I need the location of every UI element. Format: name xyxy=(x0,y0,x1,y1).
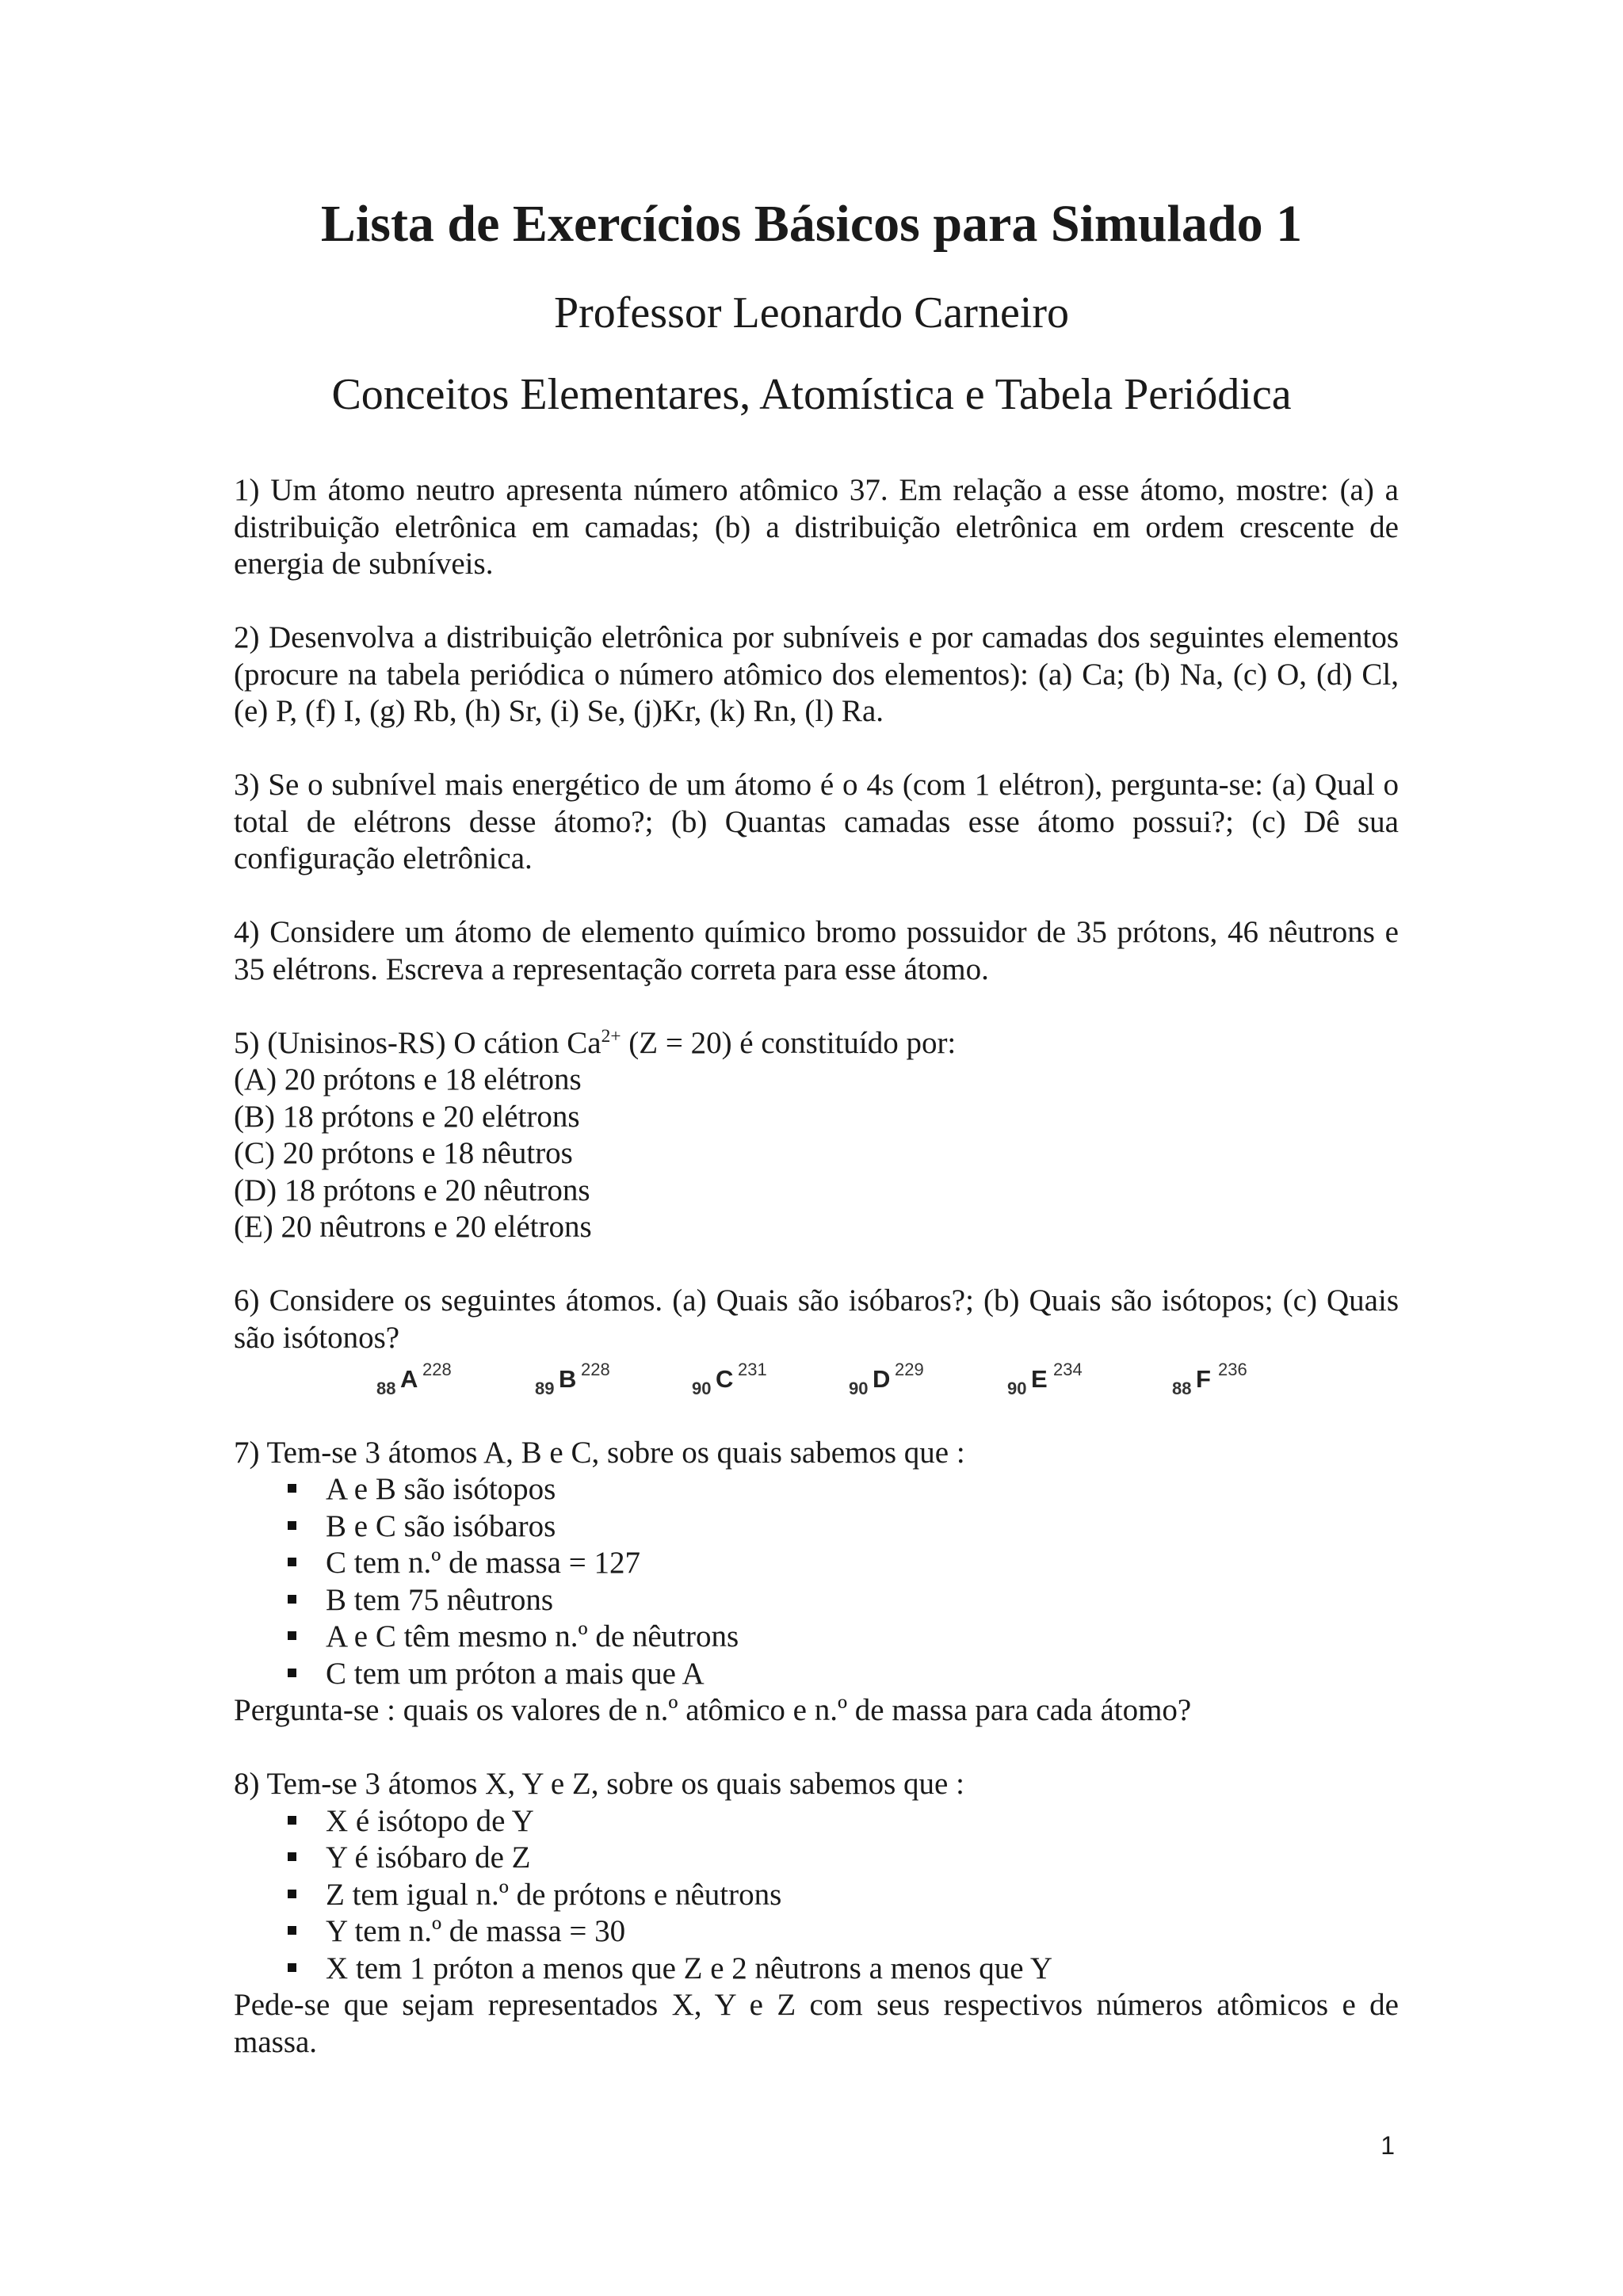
list-item xyxy=(288,1951,1399,1988)
list-item-text: X tem 1 próton a menos que Z e 2 nêutrons a menos que Y xyxy=(326,1951,1053,1985)
list-item-text: B e C são isóbaros xyxy=(326,1508,556,1543)
mass-number: 229 xyxy=(895,1360,924,1379)
question-5 xyxy=(234,1025,1399,1246)
professor-name: Professor Leonardo Carneiro xyxy=(553,288,1069,338)
option-c: (C) 20 prótons e 18 nêutros xyxy=(234,1136,573,1170)
atom-notation-row xyxy=(234,1352,1399,1398)
list-item-text: X é isótopo de Y xyxy=(326,1803,534,1838)
list-item-text: Y é isóbaro de Z xyxy=(326,1840,531,1875)
element-symbol: F xyxy=(1196,1365,1211,1393)
option-e: (E) 20 nêutrons e 20 elétrons xyxy=(234,1210,592,1244)
question-5-stem-suffix: (Z = 20) é constituído por: xyxy=(621,1025,957,1060)
question-8 xyxy=(234,1766,1399,2061)
square-bullet-icon xyxy=(288,1595,296,1604)
question-7-conditions xyxy=(234,1471,1399,1692)
atomic-number: 90 xyxy=(692,1379,712,1398)
question-2-text: 2) Desenvolva a distribuição eletrônica por subníveis e por camadas dos seguintes elementos (procure na tabela periódica o número atômico dos elementos): (a) Ca; (b) Na, (c) O, (d) Cl, (e) P, (f) I, (g) Rb, (h) Sr, (i) Se, (j)Kr, (k) Rn, (l) Ra. xyxy=(234,620,1399,728)
question-8-intro: 8) Tem-se 3 átomos X, Y e Z, sobre os quais sabemos que : xyxy=(234,1767,964,1801)
atomic-number: 90 xyxy=(849,1379,869,1398)
square-bullet-icon xyxy=(288,1890,296,1898)
square-bullet-icon xyxy=(288,1521,296,1530)
list-item xyxy=(288,1656,1399,1693)
question-2 xyxy=(234,620,1399,730)
list-item-text: C tem um próton a mais que A xyxy=(326,1656,705,1691)
question-5-stem-prefix: 5) (Unisinos-RS) O cátion Ca xyxy=(234,1025,601,1060)
topic-subtitle: Conceitos Elementares, Atomística e Tabela Periódica xyxy=(331,370,1292,419)
document-title: Lista de Exercícios Básicos para Simulado 1 xyxy=(320,195,1303,253)
list-item-text: C tem n.º de massa = 127 xyxy=(326,1546,640,1580)
list-item xyxy=(288,1877,1399,1914)
square-bullet-icon xyxy=(288,1963,296,1972)
ion-charge: 2+ xyxy=(601,1025,621,1047)
question-8-conditions xyxy=(234,1803,1399,1988)
list-item-text: Y tem n.º de massa = 30 xyxy=(326,1914,626,1948)
list-item-text: B tem 75 nêutrons xyxy=(326,1582,554,1617)
element-symbol: E xyxy=(1031,1365,1048,1393)
question-7-intro: 7) Tem-se 3 átomos A, B e C, sobre os quais sabemos que : xyxy=(234,1435,965,1470)
square-bullet-icon xyxy=(288,1558,296,1566)
atomic-number: 89 xyxy=(535,1379,555,1398)
mass-number: 231 xyxy=(738,1360,767,1379)
atomic-number: 88 xyxy=(376,1379,396,1398)
list-item xyxy=(288,1545,1399,1582)
mass-number: 236 xyxy=(1218,1360,1247,1379)
square-bullet-icon xyxy=(288,1669,296,1677)
element-symbol: D xyxy=(873,1365,891,1393)
question-7 xyxy=(234,1435,1399,1730)
question-1-text: 1) Um átomo neutro apresenta número atômico 37. Em relação a esse átomo, mostre: (a) a distribuição eletrônica em camadas; (b) a distribuição eletrônica em ordem crescente de energia de subníveis. xyxy=(234,473,1399,581)
list-item xyxy=(288,1471,1399,1508)
question-8-question: Pede-se que sejam representados X, Y e Z com seus respectivos números atômicos e de massa. xyxy=(234,1988,1399,2059)
page-number: 1 xyxy=(1381,2131,1395,2160)
exercise-list xyxy=(234,472,1399,2098)
list-item xyxy=(288,1619,1399,1656)
question-3-text: 3) Se o subnível mais energético de um átomo é o 4s (com 1 elétron), pergunta-se: (a) Qual o total de elétrons desse átomo?; (b) Quantas camadas esse átomo possui?; (c) Dê sua configuração eletrônica. xyxy=(234,768,1399,875)
option-b: (B) 18 prótons e 20 elétrons xyxy=(234,1099,580,1134)
square-bullet-icon xyxy=(288,1631,296,1640)
atomic-number: 88 xyxy=(1172,1379,1192,1398)
question-6 xyxy=(234,1283,1399,1398)
question-3 xyxy=(234,767,1399,878)
list-item-text: Z tem igual n.º de prótons e nêutrons xyxy=(326,1877,782,1912)
square-bullet-icon xyxy=(288,1926,296,1935)
atomic-number: 90 xyxy=(1007,1379,1027,1398)
element-symbol: B xyxy=(559,1365,577,1393)
list-item xyxy=(288,1840,1399,1877)
element-symbol: A xyxy=(400,1365,418,1393)
square-bullet-icon xyxy=(288,1484,296,1493)
list-item xyxy=(288,1913,1399,1951)
element-symbol: C xyxy=(716,1365,734,1393)
question-4-text: 4) Considere um átomo de elemento químico bromo possuidor de 35 prótons, 46 nêutrons e 35 elétrons. Escreva a representação correta para esse átomo. xyxy=(234,915,1399,986)
question-7-question: Pergunta-se : quais os valores de n.º atômico e n.º de massa para cada átomo? xyxy=(234,1693,1192,1727)
mass-number: 228 xyxy=(422,1360,452,1379)
option-a: (A) 20 prótons e 18 elétrons xyxy=(234,1062,582,1097)
square-bullet-icon xyxy=(288,1852,296,1861)
mass-number: 228 xyxy=(581,1360,610,1379)
question-6-text: 6) Considere os seguintes átomos. (a) Quais são isóbaros?; (b) Quais são isótopos; (c) Quais são isótonos? xyxy=(234,1283,1399,1355)
option-d: (D) 18 prótons e 20 nêutrons xyxy=(234,1173,590,1207)
question-5-stem xyxy=(234,1025,1399,1062)
list-item-text: A e C têm mesmo n.º de nêutrons xyxy=(326,1619,739,1653)
list-item-text: A e B são isótopos xyxy=(326,1472,556,1506)
list-item xyxy=(288,1508,1399,1546)
square-bullet-icon xyxy=(288,1816,296,1825)
list-item xyxy=(288,1582,1399,1619)
mass-number: 234 xyxy=(1053,1360,1083,1379)
question-1 xyxy=(234,472,1399,583)
list-item xyxy=(288,1803,1399,1840)
question-4 xyxy=(234,914,1399,988)
